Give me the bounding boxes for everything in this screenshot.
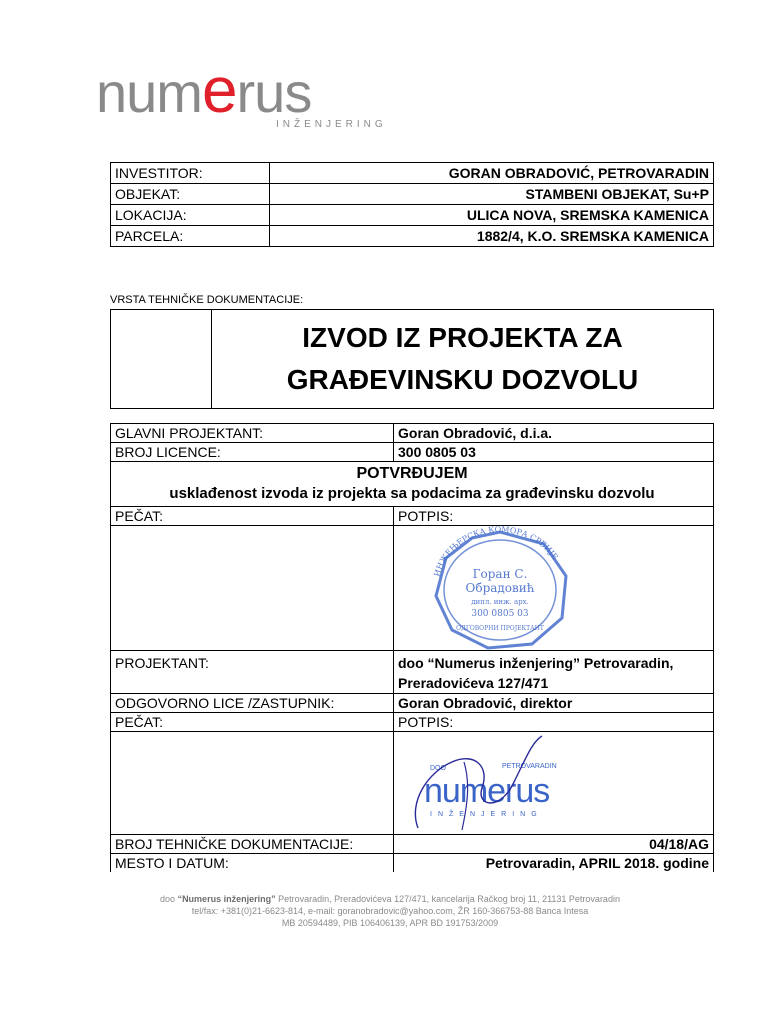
info-value: GORAN OBRADOVIĆ, PETROVARADIN — [270, 163, 714, 184]
certification-table — [110, 423, 714, 872]
logo-subtitle: INŽENJERING — [276, 119, 387, 130]
table-row — [111, 694, 714, 713]
place-date-value: Petrovaradin, APRIL 2018. godine — [394, 854, 714, 873]
designer-value-line-1: doo “Numerus inženjering” Petrovaradin, — [398, 655, 674, 671]
info-label: LOKACIJA: — [111, 205, 270, 226]
title-line-2: GRAĐEVINSKU DOZVOLU — [286, 364, 639, 395]
table-row — [111, 184, 714, 205]
tech-doc-number-label: BROJ TEHNIČKE DOKUMENTACIJE: — [111, 835, 394, 854]
responsible-value: Goran Obradović, direktor — [394, 694, 714, 713]
tech-doc-number-value: 04/18/AG — [394, 835, 714, 854]
official-stamp-seal — [416, 526, 596, 650]
license-label: BROJ LICENCE: — [111, 443, 394, 462]
stamp-name-2: Обрадовић — [465, 581, 535, 595]
company-stamp-top-left: DOO — [430, 765, 446, 772]
signature-2-label: POTPIS: — [394, 713, 714, 732]
responsible-label: ODGOVORNO LICE /ZASTUPNIK: — [111, 694, 394, 713]
footer-line-2: tel/fax: +381(0)21-6623-814, e-mail: goranobradovic@yahoo.com, ŽR 160-366753-88 Banca Intesa — [191, 906, 589, 916]
info-value: STAMBENI OBJEKAT, Su+P — [270, 184, 714, 205]
stamp-bottom-text: ОДГОВОРНИ ПРОЈЕКТАНТ — [456, 625, 544, 632]
stamp-2-label: PEČAT: — [111, 713, 394, 732]
table-row — [111, 713, 714, 732]
logo-wordmark: numerus — [96, 54, 312, 126]
table-row — [111, 526, 714, 651]
title-line-1: IZVOD IZ PROJEKTA ZA — [302, 322, 623, 353]
table-row — [111, 732, 714, 835]
info-value: 1882/4, K.O. SREMSKA KAMENICA — [270, 226, 714, 247]
table-row — [111, 651, 714, 694]
stamp-label: PEČAT: — [111, 507, 394, 526]
stamp-area — [111, 526, 394, 651]
table-row — [111, 226, 714, 247]
table-row — [111, 462, 714, 507]
signature-area — [394, 526, 714, 651]
table-row — [111, 854, 714, 873]
info-label: PARCELA: — [111, 226, 270, 247]
table-row — [111, 443, 714, 462]
footer-line-1: doo “Numerus inženjering” Petrovaradin, Preradovićeva 127/471, kancelarija Račkog broj 11, 21131 Petrovaradin — [160, 894, 620, 904]
table-row — [111, 835, 714, 854]
footer-line-3: MB 20594489, PIB 106406139, APR BD 191753/2009 — [281, 918, 499, 928]
doc-type-label: VRSTA TEHNIČKE DOKUMENTACIJE: — [110, 294, 304, 306]
info-label: INVESTITOR: — [111, 163, 270, 184]
confirmation-cell — [111, 462, 714, 507]
company-stamp-with-signature — [404, 732, 584, 834]
place-date-label: MESTO I DATUM: — [111, 854, 394, 873]
designer-value — [394, 651, 714, 694]
confirm-text: usklađenost izvoda iz projekta sa podacima za građevinsku dozvolu — [169, 485, 655, 502]
license-value: 300 0805 03 — [394, 443, 714, 462]
table-row — [111, 507, 714, 526]
designer-label: PROJEKTANT: — [111, 651, 394, 694]
stamp-title: дипл. инж. арх. — [471, 598, 529, 606]
signature-2-area — [394, 732, 714, 835]
document-title-box — [110, 309, 714, 409]
company-logo — [96, 54, 396, 138]
stamp-2-area — [111, 732, 394, 835]
stamp-ring-text: ИНЖЕЊЕРСКА КОМОРА СРБИЈЕ — [432, 526, 560, 578]
lead-designer-label: GLAVNI PROJEKTANT: — [111, 424, 394, 443]
designer-value-line-2: Preradovićeva 127/471 — [398, 675, 549, 691]
project-info-table — [110, 162, 714, 247]
document-title — [212, 310, 713, 408]
info-label: OBJEKAT: — [111, 184, 270, 205]
table-row — [111, 163, 714, 184]
confirm-heading: POTVRĐUJEM — [356, 465, 468, 482]
stamp-number: 300 0805 03 — [471, 609, 529, 619]
company-stamp-sub: INŽENJERING — [430, 811, 543, 818]
info-value: ULICA NOVA, SREMSKA KAMENICA — [270, 205, 714, 226]
signature-label: POTPIS: — [394, 507, 714, 526]
lead-designer-value: Goran Obradović, d.i.a. — [394, 424, 714, 443]
company-stamp-top-right: PETROVARADIN — [502, 763, 557, 770]
table-row — [111, 205, 714, 226]
company-stamp-word: numerus — [424, 772, 550, 810]
page-footer — [100, 893, 680, 929]
stamp-name-1: Горан С. — [472, 567, 528, 581]
table-row — [111, 424, 714, 443]
